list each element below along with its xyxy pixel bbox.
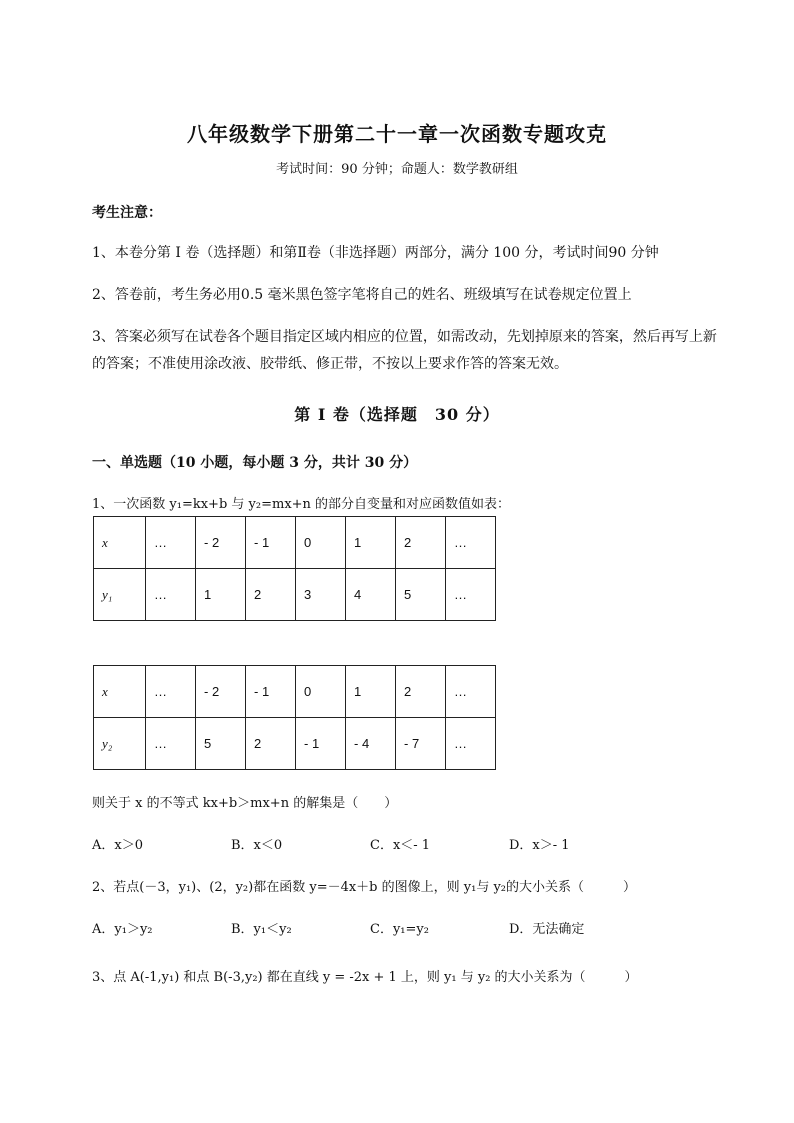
value-table-1: [93, 516, 496, 621]
table-cell: - 1: [296, 718, 346, 770]
exam-title: 八年级数学下册第二十一章一次函数专题攻克: [187, 122, 607, 146]
q1-option-b[interactable]: B．x＜0: [231, 838, 283, 853]
table-row: [94, 666, 496, 718]
section-title: 第 I 卷（选择题 30 分）: [294, 405, 500, 424]
q2-option-b[interactable]: B．y₁＜y₂: [231, 922, 292, 937]
table-row: [94, 718, 496, 770]
table-cell: …: [446, 569, 496, 621]
table-cell: 4: [346, 569, 396, 621]
table-cell: 5: [396, 569, 446, 621]
part-title: 一、单选题（10 小题，每小题 3 分，共计 30 分）: [92, 455, 418, 471]
table-cell: - 2: [196, 517, 246, 569]
table-cell: - 4: [346, 718, 396, 770]
q1-ask: 则关于 x 的不等式 kx+b＞mx+n 的解集是（ ）: [92, 796, 398, 811]
table-cell: …: [446, 517, 496, 569]
exam-subtitle: 考试时间：90 分钟；命题人：数学教研组: [276, 162, 518, 177]
table-cell: 3: [296, 569, 346, 621]
notice-item-3: 3、答案必须写在试卷各个题目指定区域内相应的位置，如需改动，先划掉原来的答案，然后再写上新: [92, 329, 717, 345]
table-row: [94, 569, 496, 621]
table-cell: …: [146, 569, 196, 621]
table-cell: …: [446, 718, 496, 770]
table-cell: 2: [396, 517, 446, 569]
table-row: [94, 517, 496, 569]
table-cell: 2: [396, 666, 446, 718]
q2-option-a[interactable]: A．y₁＞y₂: [92, 922, 153, 937]
table-cell: 1: [196, 569, 246, 621]
q2-stem: 2、若点(－3，y₁)、(2，y₂)都在函数 y=－4x＋b 的图像上，则 y₁与 y₂的大小关系（ ）: [92, 880, 637, 895]
table-cell: 0: [296, 666, 346, 718]
q1-option-a[interactable]: A．x＞0: [92, 838, 143, 853]
q1-option-c[interactable]: C．x＜- 1: [370, 838, 431, 853]
table-cell: y₁: [94, 569, 146, 621]
notice-item-3-cont: 的答案；不准使用涂改液、胶带纸、修正带，不按以上要求作答的答案无效。: [92, 356, 568, 372]
table-cell: y₂: [94, 718, 146, 770]
table-cell: - 1: [246, 517, 296, 569]
table-cell: - 1: [246, 666, 296, 718]
table-cell: - 2: [196, 666, 246, 718]
table-cell: 0: [296, 517, 346, 569]
table-cell: x: [94, 517, 146, 569]
table-cell: - 7: [396, 718, 446, 770]
q3-stem: 3、点 A(-1,y₁) 和点 B(-3,y₂) 都在直线 y = -2x + 1 上，则 y₁ 与 y₂ 的大小关系为（ ）: [92, 970, 638, 985]
q1-stem: 1、一次函数 y₁=kx+b 与 y₂=mx+n 的部分自变量和对应函数值如表：: [92, 497, 511, 512]
notice-item-2: 2、答卷前，考生务必用0.5 毫米黑色签字笔将自己的姓名、班级填写在试卷规定位置上: [92, 287, 632, 303]
q1-option-d[interactable]: D．x＞- 1: [509, 838, 570, 853]
table-cell: x: [94, 666, 146, 718]
table-cell: …: [146, 666, 196, 718]
table-cell: 2: [246, 569, 296, 621]
table-cell: …: [146, 517, 196, 569]
table-cell: 1: [346, 666, 396, 718]
table-cell: …: [446, 666, 496, 718]
notice-item-1: 1、本卷分第 I 卷（选择题）和第Ⅱ卷（非选择题）两部分，满分 100 分，考试时间90 分钟: [92, 245, 659, 261]
q2-option-c[interactable]: C．y₁=y₂: [370, 922, 429, 937]
q2-option-d[interactable]: D．无法确定: [509, 922, 585, 937]
table-cell: 5: [196, 718, 246, 770]
table-cell: 2: [246, 718, 296, 770]
value-table-2: [93, 665, 496, 770]
table-cell: …: [146, 718, 196, 770]
notice-heading: 考生注意：: [92, 205, 162, 221]
table-cell: 1: [346, 517, 396, 569]
